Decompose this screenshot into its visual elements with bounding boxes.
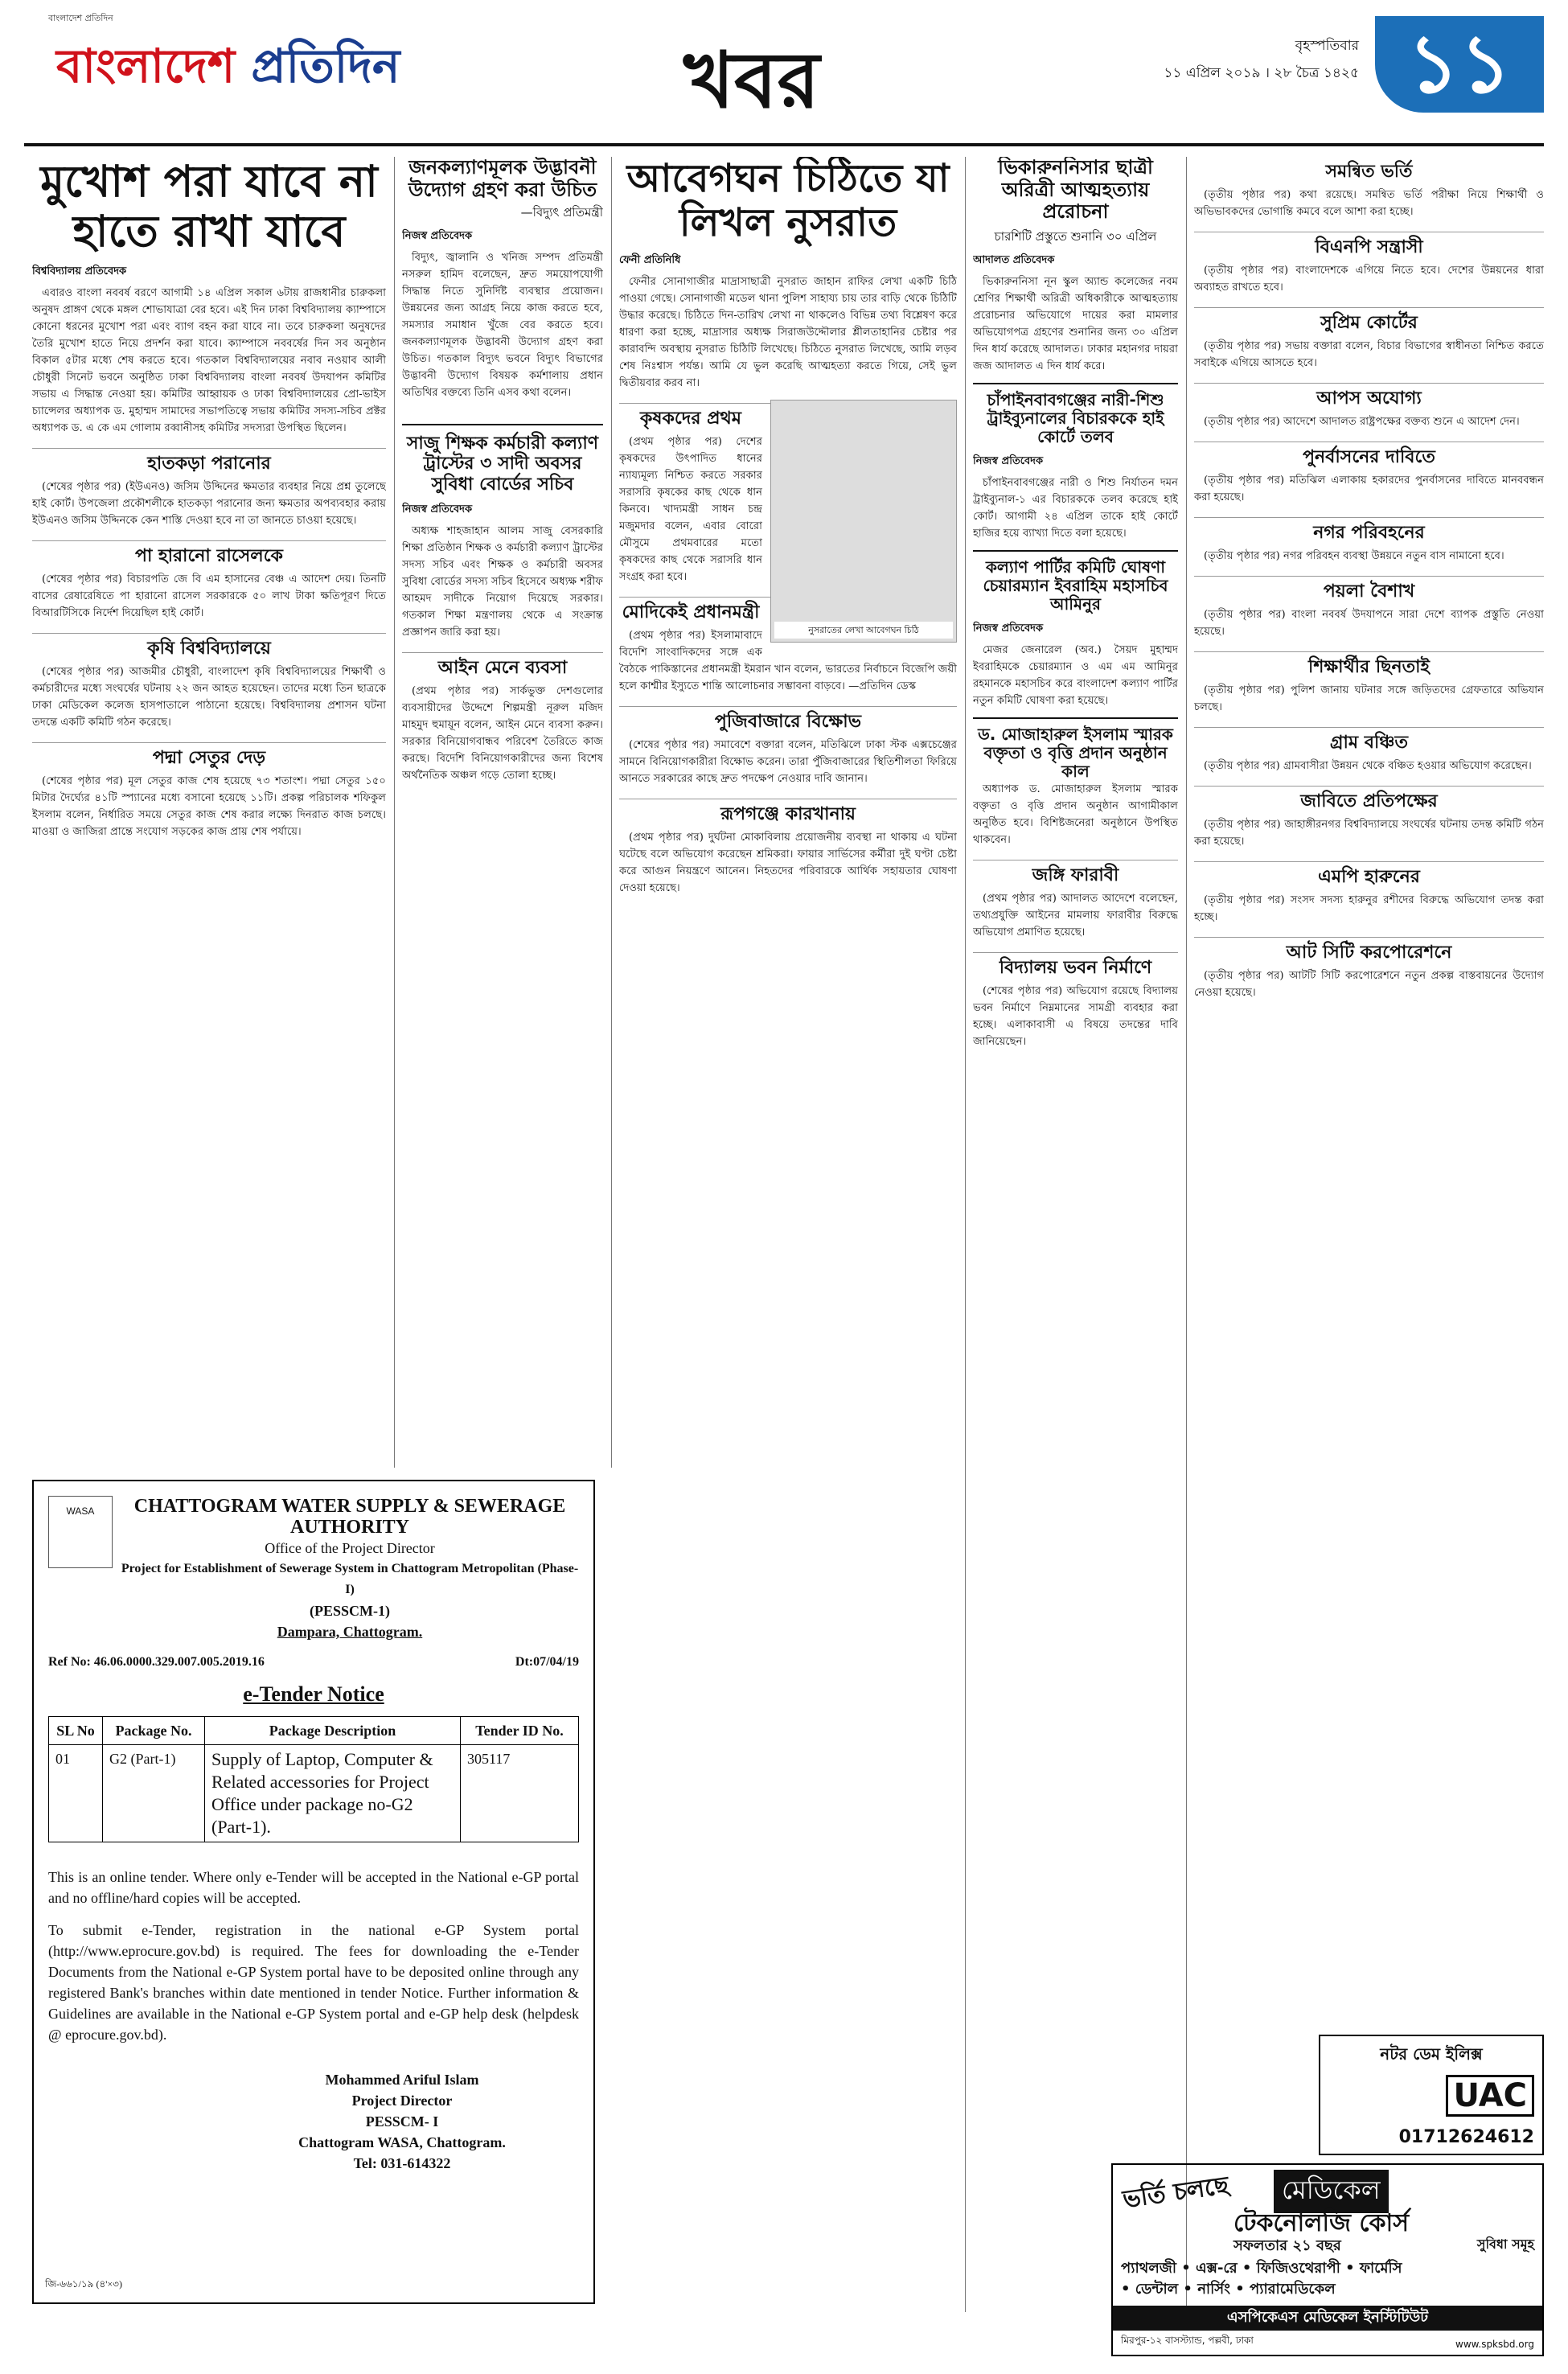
- subhead[interactable]: সমন্বিত ভর্তি: [1325, 162, 1413, 182]
- article-body: (তৃতীয় পৃষ্ঠার পর) গ্রামবাসীরা উন্নয়ন থেকে বঞ্চিত হওয়ার অভিযোগ করেছেন।: [1204, 760, 1532, 772]
- column-1: [32, 157, 386, 1460]
- article-body: (তৃতীয় পৃষ্ঠার পর) সংসদ সদস্য হারুনুর রশীদের বিরুদ্ধে অভিযোগ তদন্ত করা হচ্ছে।: [1194, 894, 1544, 923]
- article-body: চাঁপাইনবাবগঞ্জের নারী ও শিশু নির্যাতন দমন ট্রাইব্যুনাল-১ এর বিচারককে তলব করেছে হাই কোর্ট। আগামী ২৪ এপ্রিল তাকে হাই কোর্টে হাজির হয়ে ব্যাখ্যা দিতে বলা হয়েছে।: [973, 476, 1178, 540]
- headline-aritri[interactable]: ভিকারুননিসার ছাত্রী অরিত্রী আত্মহত্যায় প্ররোচনা: [998, 157, 1153, 224]
- article-body: ভিকারুননিসা নূন স্কুল অ্যান্ড কলেজের নবম শ্রেণির শিক্ষার্থী অরিত্রী অধিকারীকে আত্মহত্যায় প্ররোচনার অভিযোগে দায়ের করা মামলার অভিযোগপত্র গ্রহণের শুনানির জন্য ৩০ এপ্রিল দিন ধার্য করেছে আদালত। ঢাকার মহানগর দায়রা জজ আদালত এ দিন ধার্য করে।: [973, 275, 1178, 372]
- table-row: [49, 1745, 579, 1842]
- article-body: (তৃতীয় পৃষ্ঠার পর) আদেশে আদালত রাষ্ট্রপক্ষের বক্তব্য শুনে এ আদেশ দেন।: [1204, 416, 1520, 428]
- article-body: (প্রথম পৃষ্ঠার পর) দুর্ঘটনা মোকাবিলায় প্রয়োজনীয় ব্যবস্থা না থাকায় এ ঘটনা ঘটেছে বলে অভিযোগ করেছেন শ্রমিকরা। ফায়ার সার্ভিসের কর্মীরা দুই ঘণ্টা চেষ্টা করে আগুন নিয়ন্ত্রণে আনেন। নিহতদের পরিবারকে আর্থিক সহায়তার ঘোষণা দেওয়া হয়েছে।: [619, 832, 957, 895]
- article-body: (শেষের পৃষ্ঠার পর) সমাবেশে বক্তারা বলেন, মতিঝিলে ঢাকা স্টক এক্সচেঞ্জের সামনে বিনিয়োগকারীরা বিক্ষোভ করেন। তারা পুঁজিবাজারের স্থিতিশীলতা ফিরিয়ে আনতে সরকারের কাছে দ্রুত পদক্ষেপ নেওয়ার দাবি জানান।: [619, 739, 957, 786]
- ad2-title-1: মেডিকেল: [1274, 2170, 1389, 2213]
- article-body: (তৃতীয় পৃষ্ঠার পর) কথা রয়েছে। সমন্বিত ভর্তি পরীক্ষা নিয়ে শিক্ষার্থী ও অভিভাবকদের ভোগান্তি কমবে বলে আশা করা হচ্ছে।: [1194, 189, 1544, 218]
- article-body: (তৃতীয় পৃষ্ঠার পর) নগর পরিবহন ব্যবস্থা উন্নয়নে নতুন বাস নামানো হবে।: [1204, 550, 1504, 562]
- e-tender-notice: [32, 1480, 595, 2304]
- byline: আদালত প্রতিবেদক: [973, 253, 1055, 266]
- column-4: [973, 157, 1178, 2312]
- subhead[interactable]: মোদিকেই প্রধানমন্ত্রী: [619, 597, 957, 621]
- tender-ref: Ref No: 46.06.0000.329.007.005.2019.16: [48, 1655, 265, 1669]
- subhead[interactable]: শিক্ষার্থীর ছিনতাই: [1194, 651, 1544, 676]
- ad2-institute: এসপিকেএস মেডিকেল ইনস্টিটিউট: [1113, 2306, 1542, 2331]
- course-item: ফিজিওথেরাপী: [1256, 2260, 1340, 2277]
- headline-saju[interactable]: সাজু শিক্ষক কর্মচারী কল্যাণ ট্রাস্টের ৩ সাদী অবসর সুবিধা বোর্ডের সচিব: [402, 424, 603, 495]
- headline-mukhosh[interactable]: মুখোশ পরা যাবে না হাতে রাখা যাবে: [40, 157, 378, 257]
- tender-table: [48, 1716, 579, 1842]
- column-divider: [1186, 157, 1187, 2312]
- headline-nusrat[interactable]: আবেগঘন চিঠিতে যা লিখল নুসরাত: [626, 157, 950, 246]
- column-divider: [394, 157, 395, 1468]
- th-package: Package No.: [103, 1717, 205, 1745]
- article-body: এবারও বাংলা নববর্ষ বরণে আগামী ১৪ এপ্রিল সকাল ৬টায় রাজধানীর চারুকলা অনুষদ প্রাঙ্গণ থেকে মঙ্গল শোভাযাত্রা বের হবে। এই দিন ঢাকা বিশ্ববিদ্যালয় ক্যাম্পাসে কোনো ধরনের মুখোশ পরা এবং ব্যাগ বহন করা যাবে না। তবে চারুকলা অনুষদের তৈরি মুখোশ হাতে নিয়ে প্রদর্শন করা যাবে। ক্যাম্পাসে নববর্ষের দিন সব অনুষ্ঠান বিকাল ৫টার মধ্যে শেষ করতে হবে। গতকাল বিশ্ববিদ্যালয়ের নবাব নওয়াব আলী চৌধুরী সিনেট ভবনে অনুষ্ঠিত ঢাকা বিশ্ববিদ্যালয় বাংলা নববর্ষ উদযাপন কমিটির সভায় এ সিদ্ধান্ত নেওয়া হয়। কমিটির আহ্বায়ক ও ঢাকা বিশ্ববিদ্যালয়ের প্রো-ভাইস চ্যান্সেলর অধ্যাপক ড. মুহাম্মদ সামাদের সভাপতিত্বে সভায় কমিটির সদস্য-সচিব প্রক্টর অধ্যাপক ড. এ কে এম গোলাম রব্বানীসহ কমিটির সদস্যরা উপস্থিত ছিলেন।: [32, 287, 386, 435]
- byline: নিজস্ব প্রতিবেদক: [973, 622, 1044, 635]
- headline-kalyan-party[interactable]: কল্যাণ পার্টির কমিটি ঘোষণা চেয়ারম্যান ইবরাহিম মহাসচিব আমিনুর: [973, 550, 1178, 614]
- tender-ref-row: [48, 1652, 579, 1673]
- tender-project: Project for Establishment of Sewerage System in Chattogram Metropolitan (Phase-I): [121, 1562, 579, 1596]
- ad2-facilities: সুবিধা সমূহ: [1476, 2236, 1534, 2252]
- quote-attribution: —বিদ্যুৎ প্রতিমন্ত্রী: [520, 205, 603, 220]
- subhead[interactable]: এমপি হারুনের: [1194, 861, 1544, 885]
- subhead[interactable]: জাবিতে প্রতিপক্ষের: [1194, 786, 1544, 810]
- column-2: [402, 157, 603, 1460]
- table-header-row: [49, 1717, 579, 1745]
- logo-part-2: প্রতিদিন: [251, 39, 400, 93]
- article-body: অধ্যক্ষ শাহজাহান আলম সাজু বেসরকারি শিক্ষা প্রতিষ্ঠান শিক্ষক ও কর্মচারী কল্যাণ ট্রাস্টের সদস্য সচিব এবং শিক্ষক ও কর্মচারী অবসর সুবিধা বোর্ডের সদস্য সচিব হিসেবে অধ্যক্ষ শরীফ আহমদ সাদীকে নিয়োগ দিয়েছে সরকার। গতকাল শিক্ষা মন্ত্রণালয় থেকে এ সংক্রান্ত প্রজ্ঞাপন জারি করা হয়।: [402, 525, 603, 639]
- logo-part-1: বাংলাদেশ: [56, 39, 252, 93]
- subhead[interactable]: আট সিটি করপোরেশনে: [1194, 937, 1544, 961]
- article-body: (প্রথম পৃষ্ঠার পর) সার্কভুক্ত দেশগুলোর ব্যবসায়ীদের উদ্দেশে শিল্পমন্ত্রী নূরুল মজিদ মাহমুদ হুমায়ূন বলেন, আইন মেনে ব্যবসা করুন। সরকার বিনিয়োগবান্ধব পরিবেশ তৈরিতে কাজ করছে। বিদেশি বিনিয়োগকারীদের জন্য বিশেষ অর্থনৈতিক অঞ্চল গড়ে তোলা হচ্ছে।: [402, 685, 603, 782]
- course-item: প্যাথলজী: [1121, 2260, 1176, 2277]
- subhead[interactable]: কৃষি বিশ্ববিদ্যালয়ে: [32, 633, 386, 657]
- article-body: মেজর জেনারেল (অব.) সৈয়দ মুহাম্মদ ইবরাহিমকে চেয়ারম্যান ও এম এম আমিনুর রহমানকে মহাসচিব করে বাংলাদেশ কল্যাণ পার্টির নতুন কমিটি ঘোষণা করা হয়েছে।: [973, 643, 1178, 707]
- tender-pesscm: (PESSCM-1): [310, 1603, 390, 1619]
- issue-dates: [1164, 32, 1359, 87]
- photo-caption: নুসরাতের লেখা আবেগঘন চিঠি: [774, 622, 953, 639]
- subhead[interactable]: জঙ্গি ফারাবী: [973, 860, 1178, 884]
- article-body: (তৃতীয় পৃষ্ঠার পর) সভায় বক্তারা বলেন, বিচার বিভাগের স্বাধীনতা নিশ্চিত করতে সবাইকে এগিয়ে আসতে হবে।: [1194, 340, 1544, 369]
- course-item: ডেন্টাল: [1135, 2281, 1179, 2298]
- subhead[interactable]: পয়লা বৈশাখ: [1194, 576, 1544, 600]
- column-3: [619, 157, 957, 2312]
- ad2-years: সফলতার ২১ বছর: [1233, 2237, 1341, 2254]
- subhead[interactable]: বিএনপি সন্ত্রাসী: [1194, 232, 1544, 256]
- letter-photo[interactable]: [770, 400, 957, 643]
- tender-para-1: This is an online tender. Where only e-Tender will be accepted in the National e-GP portal and no offline/hard copies will be accepted.: [48, 1869, 579, 1906]
- masthead-rule: [24, 143, 1544, 146]
- tender-title: e-Tender Notice: [243, 1682, 384, 1706]
- subhead[interactable]: রূপগঞ্জে কারখানায়: [619, 799, 957, 823]
- sign-title: Project Director: [351, 2093, 453, 2109]
- ad2-web[interactable]: www.spksbd.org: [1455, 2339, 1534, 2350]
- subhead[interactable]: গ্রাম বঞ্চিত: [1194, 727, 1544, 751]
- coaching-ad[interactable]: [1319, 2035, 1544, 2155]
- tender-address: Dampara, Chattogram.: [277, 1624, 423, 1640]
- subhead[interactable]: পুজিবাজারে বিক্ষোভ: [619, 706, 957, 730]
- ad1-phone: 01712624612: [1398, 2127, 1534, 2147]
- column-divider: [965, 157, 966, 2312]
- byline: নিজস্ব প্রতিবেদক: [402, 503, 473, 516]
- article-body: (তৃতীয় পৃষ্ঠার পর) জাহাঙ্গীরনগর বিশ্ববিদ্যালয়ে সংঘর্ষের ঘটনায় তদন্ত কমিটি গঠন করা হয়েছে।: [1194, 819, 1544, 848]
- th-tender-id: Tender ID No.: [461, 1717, 579, 1745]
- article-body: (শেষের পৃষ্ঠার পর) (ইউএনও) জসিম উদ্দিনের ক্ষমতার ব্যবহার নিয়ে প্রশ্ন তুলেছে হাই কোর্ট। উপজেলা প্রকৌশলীকে হাতকড়া পরানোর জন্য ক্ষমতার অপব্যবহার করায় ইউএনও জসিম উদ্দিনকে কেন শাস্তি দেওয়া হবে না তা জানতে চাওয়া হয়েছে।: [32, 481, 386, 528]
- masthead: [24, 8, 1544, 137]
- headline-innovation[interactable]: জনকল্যাণমূলক উদ্ভাবনী উদ্যোগ গ্রহণ করা উচিত: [408, 157, 597, 201]
- article-body: বিদ্যুৎ, জ্বালানি ও খনিজ সম্পদ প্রতিমন্ত্রী নসরুল হামিদ বলেছেন, দ্রুত সময়োপযোগী সিদ্ধান্ত নিতে সুনির্দিষ্ট ব্যবস্থার প্রয়োজন। উন্নয়নের জন্য আগ্রহ নিয়ে কাজ করতে হবে, সমস্যার সমাধান খুঁজে বের করতে হবে। জনকল্যাণমূলক উদ্ভাবনী উদ্যোগ গ্রহণ করা উচিত। গতকাল বিদ্যুৎ ভবনে বিদ্যুৎ বিভাগের উদ্ভাবনী উদ্যোগ বিষয়ক কর্মশালায় প্রধান অতিথির বক্তব্যে তিনি এসব কথা বলেন।: [402, 252, 603, 400]
- ad2-brand: ভর্তি চলছে: [1121, 2171, 1231, 2215]
- tender-org: CHATTOGRAM WATER SUPPLY & SEWERAGE AUTHORITY: [133, 1496, 566, 1538]
- subhead[interactable]: সুপ্রিম কোর্টের: [1194, 307, 1544, 331]
- article-body: (প্রথম পৃষ্ঠার পর) ইসলামাবাদে বিদেশি সাংবাদিকদের সঙ্গে এক বৈঠকে পাকিস্তানের প্রধানমন্ত্রী ইমরান খান বলেন, ভারতের নির্বাচনে বিজেপি জয়ী হলে কাশ্মীর ইস্যুতে শান্তি আলোচনার সম্ভাবনা বাড়বে। —প্রতিদিন ডেস্ক: [619, 630, 957, 693]
- column-5: [1194, 157, 1544, 2023]
- ad2-title-2: টেকনোলজি কোর্স: [1233, 2209, 1410, 2237]
- course-item: নার্সিং: [1197, 2281, 1230, 2298]
- article-body: (শেষের পৃষ্ঠার পর) আজমীর চৌধুরী, বাংলাদেশ কৃষি বিশ্ববিদ্যালয়ের শিক্ষার্থী ও কর্মচারীদের মধ্যে সংঘর্ষের ঘটনায় ২২ জন আহত হয়েছেন। তাদের মধ্যে তিন ছাত্রকে ঢাকা মেডিকেল কলেজ হাসপাতালে পাঠানো হয়েছে। বিশ্ববিদ্যালয় প্রশাসন ঘটনা তদন্তে একটি কমিটি গঠন করেছে।: [32, 666, 386, 729]
- article-body: (তৃতীয় পৃষ্ঠার পর) বাংলাদেশকে এগিয়ে নিতে হবে। দেশের উন্নয়নের ধারা অব্যাহত রাখতে হবে।: [1194, 265, 1544, 294]
- sign-tel: Tel: 031-614322: [353, 2155, 451, 2171]
- ad1-logo: UAC: [1446, 2075, 1534, 2117]
- wasa-logo: WASA: [48, 1496, 113, 1568]
- subhead[interactable]: বিদ্যালয় ভবন নির্মাণে: [973, 952, 1178, 976]
- sign-org: PESSCM- I: [365, 2113, 439, 2130]
- cell-sl: 01: [49, 1745, 103, 1842]
- subhead[interactable]: আইন মেনে ব্যবসা: [402, 652, 603, 676]
- cell-package: G2 (Part-1): [103, 1745, 205, 1842]
- th-sl: SL No: [49, 1717, 103, 1745]
- ad1-title: নটর ডেম ইলিক্স: [1380, 2044, 1483, 2064]
- article-body: (তৃতীয় পৃষ্ঠার পর) পুলিশ জানায় ঘটনার সঙ্গে জড়িতদের গ্রেফতারে অভিযান চলছে।: [1194, 684, 1544, 713]
- tender-para-2: To submit e-Tender, registration in the national e-GP System portal (http://www.eprocure.gov.bd) is required. The fees for downloading the e-Tender Documents from the National e-GP System portal have to be deposited online through any registered Bank's branches within date mentioned in tender Notice. Further information & Guidelines are available in the National e-GP System portal and e-GP help desk (helpdesk @ eprocure.gov.bd).: [48, 1922, 579, 2043]
- subhead[interactable]: নগর পরিবহনের: [1194, 517, 1544, 541]
- byline: ফেনী প্রতিনিধি: [619, 254, 681, 267]
- subhead[interactable]: আপস অযোগ্য: [1194, 383, 1544, 407]
- course-item: প্যারামেডিকেল: [1250, 2281, 1336, 2298]
- ad2-course-list: প্যাথলজী • এক্স-রে • ফিজিওথেরাপী • ফার্মেসি • ডেন্টাল • নার্সিং • প্যারামেডিকেল: [1121, 2260, 1402, 2298]
- th-description: Package Description: [205, 1717, 461, 1745]
- lead-line: চারশিটি প্রস্তুতে শুনানি ৩০ এপ্রিল: [994, 228, 1157, 244]
- byline: নিজস্ব প্রতিবেদক: [402, 230, 473, 243]
- headline-lecture[interactable]: ড. মোজাহারুল ইসলাম স্মারক বক্তৃতা ও বৃত্তি প্রদান অনুষ্ঠান কাল: [973, 717, 1178, 781]
- tender-signature: [225, 2069, 579, 2174]
- subhead[interactable]: পা হারানো রাসেলকে: [32, 540, 386, 565]
- article-body: (তৃতীয় পৃষ্ঠার পর) আটটি সিটি করপোরেশনে নতুন প্রকল্প বাস্তবায়নের উদ্যোগ নেওয়া হয়েছে।: [1194, 970, 1544, 999]
- byline: নিজস্ব প্রতিবেদক: [973, 454, 1044, 467]
- medical-course-ad[interactable]: [1111, 2163, 1544, 2356]
- tender-date: Dt:07/04/19: [515, 1655, 579, 1669]
- course-item: ফার্মেসি: [1359, 2260, 1402, 2277]
- sign-place: Chattogram WASA, Chattogram.: [298, 2134, 506, 2150]
- article-body: (শেষের পৃষ্ঠার পর) বিচারপতি জে বি এম হাসানের বেঞ্চ এ আদেশ দেয়। তিনটি বাসের রেষারেষিতে পা হারানো রাসেল সরকারকে ৫০ লাখ টাকা ক্ষতিপূরণ দিতে বিআরটিসিকে নির্দেশ দিয়েছিল হাই কোর্ট।: [32, 573, 386, 620]
- article-body: (শেষের পৃষ্ঠার পর) মূল সেতুর কাজ শেষ হয়েছে ৭৩ শতাংশ। পদ্মা সেতুর ১৫০ মিটার দৈর্ঘ্যের ৪১টি স্প্যানের মধ্যে বসানো হয়েছে ১১টি। প্রকল্প পরিচালক শফিকুল ইসলাম বলেন, নির্ধারিত সময়ে সেতুর কাজ শেষ করার লক্ষ্যে দিনরাত কাজ চলছে। মাওয়া ও জাজিরা প্রান্তে সংযোগ সড়কের কাজ প্রায় শেষ পর্যায়ে।: [32, 775, 386, 839]
- course-item: এক্স-রে: [1196, 2260, 1238, 2277]
- issue-day: বৃহস্পতিবার: [1295, 38, 1359, 54]
- tender-code: জি-৬৬১/১৯ (৪'×৩): [45, 2278, 122, 2290]
- page-number: ১১: [1375, 16, 1544, 113]
- article-body: (প্রথম পৃষ্ঠার পর) দেশের কৃষকদের উৎপাদিত ধানের ন্যায্যমূল্য নিশ্চিত করতে সরকার সরাসরি কৃষকের কাছ থেকে ধান কিনবে। খাদ্যমন্ত্রী সাধন চন্দ্র মজুমদার বলেন, এবার বোরো মৌসুমে প্রথমবারের মতো কৃষকদের কাছ থেকে সরাসরি ধান সংগ্রহ করা হবে।: [619, 436, 762, 584]
- subhead[interactable]: পদ্মা সেতুর দেড়: [32, 742, 386, 766]
- ad2-address: মিরপুর-১২ বাসস্ট্যান্ড, পল্লবী, ঢাকা: [1121, 2335, 1254, 2346]
- article-body: (তৃতীয় পৃষ্ঠার পর) মতিঝিল এলাকায় হকারদের পুনর্বাসনের দাবিতে মানববন্ধন করা হয়েছে।: [1194, 474, 1544, 503]
- article-body: (শেষের পৃষ্ঠার পর) অভিযোগ রয়েছে বিদ্যালয় ভবন নির্মাণে নিম্নমানের সামগ্রী ব্যবহার করা হচ্ছে। এলাকাবাসী এ বিষয়ে তদন্তের দাবি জানিয়েছেন।: [973, 984, 1178, 1048]
- cell-tender-id: 305117: [461, 1745, 579, 1842]
- issue-date: ১১ এপ্রিল ২০১৯ । ২৮ চৈত্র ১৪২৫: [1164, 65, 1359, 81]
- article-body: ফেনীর সোনাগাজীর মাদ্রাসাছাত্রী নুসরাত জাহান রাফির লেখা একটি চিঠি পাওয়া গেছে। সোনাগাজী মডেল থানা পুলিশ সাহায্য চায় তার বাড়ি থেকে চিঠিটি উদ্ধার করেছে। চিঠিতে দিন-তারিখ লেখা না থাকলেও বিভিন্ন তথ্য বিশ্লেষণ করে ধারণা করা হচ্ছে, মাদ্রাসার অধ্যক্ষ সিরাজউদ্দৌলার শ্লীলতাহানির চেষ্টার পর কারাবন্দি অবস্থায় নুসরাত চিঠিটি লিখেছে। চিঠিতে নুসরাত লিখেছে, আমি লড়ব শেষ নিঃশ্বাস পর্যন্ত। আমি যে ভুল করেছি আত্মহত্যা করতে গিয়ে, সেই ভুল দ্বিতীয়বার করব না।: [619, 276, 957, 390]
- masthead-tagline: বাংলাদেশ প্রতিদিন: [48, 13, 113, 23]
- cell-description: Supply of Laptop, Computer & Related accessories for Project Office under package no-G2 (Part-1).: [205, 1745, 461, 1842]
- sign-name: Mohammed Ariful Islam: [325, 2072, 479, 2088]
- subhead[interactable]: পুনর্বাসনের দাবিতে: [1194, 442, 1544, 466]
- headline-tribunal[interactable]: চাঁপাইনবাবগঞ্জের নারী-শিশু ট্রাইব্যুনালের বিচারককে হাই কোর্টে তলব: [973, 383, 1178, 446]
- byline: বিশ্ববিদ্যালয় প্রতিবেদক: [32, 265, 127, 278]
- article-body: (প্রথম পৃষ্ঠার পর) আদালত আদেশে বলেছেন, তথ্যপ্রযুক্তি আইনের মামলায় ফারাবীর বিরুদ্ধে অভিযোগ প্রমাণিত হয়েছে।: [973, 892, 1178, 939]
- article-body: (তৃতীয় পৃষ্ঠার পর) বাংলা নববর্ষ উদযাপনে সারা দেশে ব্যাপক প্রস্তুতি নেওয়া হয়েছে।: [1194, 609, 1544, 638]
- newspaper-logo[interactable]: [56, 31, 400, 109]
- subhead[interactable]: হাতকড়া পরানোর: [32, 448, 386, 472]
- tender-office: Office of the Project Director: [265, 1540, 435, 1556]
- section-title: খবর: [683, 35, 820, 125]
- column-divider: [611, 157, 612, 1468]
- subhead[interactable]: কৃষকদের প্রথম: [619, 403, 957, 427]
- article-body: অধ্যাপক ড. মোজাহারুল ইসলাম স্মারক বক্তৃতা ও বৃত্তি প্রদান অনুষ্ঠান আগামীকাল অনুষ্ঠিত হবে। বিশিষ্টজনেরা অনুষ্ঠানে উপস্থিত থাকবেন।: [973, 782, 1178, 846]
